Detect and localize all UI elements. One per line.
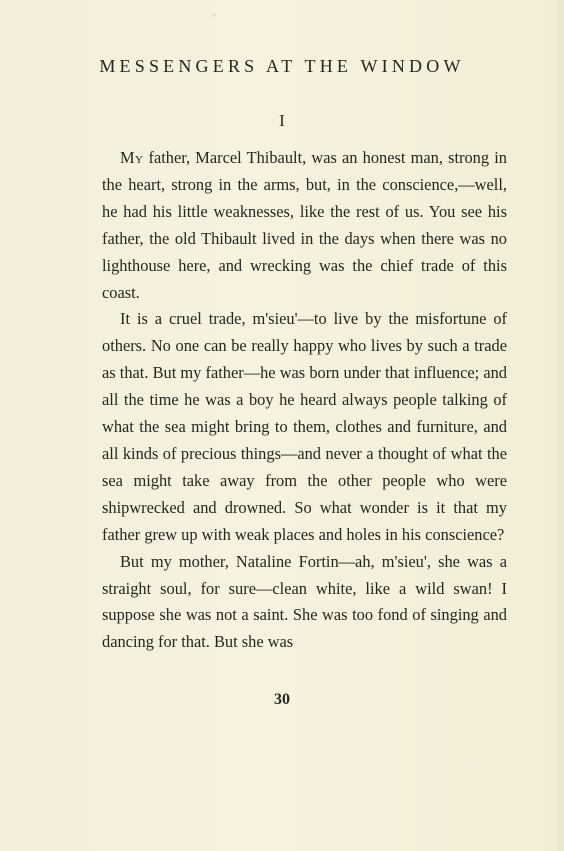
paragraph-1 <box>102 145 507 306</box>
paragraph-3: But my mother, Nataline Fortin—ah, m'sieu', she was a straight soul, for sure—clean white, like a wild swan! I suppose she was not a saint. She was too fond of singing and dancing for that. But she was <box>102 551 507 652</box>
paragraph-2: It is a cruel trade, m'sieu'—to live by the misfortune of others. No one can be really happy who lives by such a trade as that. But my father—he was born under that influence; and all the time he was a boy he heard always people talking of what the sea might bring to them, clothes and furniture, and all kinds of precious things—and never a thought of what the sea might take away from the other people who were shipwrecked and drowned. So what wonder is it that my father grew up with weak places and holes in his conscience? <box>102 309 507 544</box>
paper-speck <box>212 14 216 17</box>
page-number: 30 <box>274 691 290 708</box>
running-header: MESSENGERS AT THE WINDOW <box>99 56 465 76</box>
body-text <box>102 145 507 656</box>
paragraph-1-text: father, Marcel Thibault, was an honest man, strong in the heart, strong in the arms, but, in the conscience,—well, he had his little weaknesses, like the rest of us. You see his father, the old Thibault lived in the days when there was no lighthouse here, and wrecking was the chief trade of this coast. <box>102 148 507 302</box>
opening-word: My <box>120 148 144 167</box>
chapter-number: I <box>279 111 285 130</box>
